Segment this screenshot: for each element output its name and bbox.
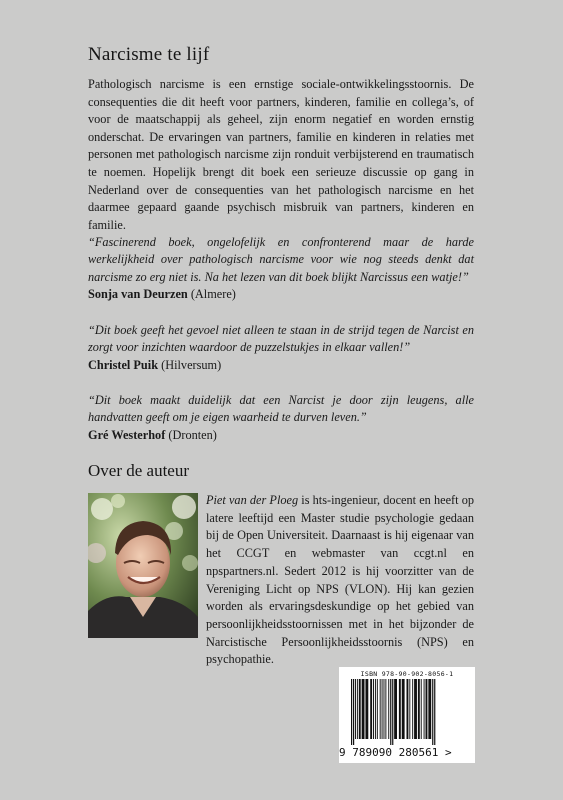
isbn-label: ISBN 978-90-902-8056-1	[360, 670, 454, 678]
isbn-barcode	[339, 667, 475, 763]
review-quote-3	[88, 392, 474, 444]
review-quote-2	[88, 322, 474, 374]
author-photo-image	[88, 493, 198, 638]
quote-place: (Dronten)	[168, 427, 217, 442]
author-name: Piet van der Ploeg	[206, 493, 299, 507]
author-photo	[88, 493, 198, 638]
barcode-digits: 9 789090 280561 >	[339, 746, 452, 759]
quote-text: “Dit boek geeft het gevoel niet alleen te staan in de strijd tegen de Narcist en zorgt voor inzichten waardoor de puzzelstukjes in elkaar vallen!”	[88, 323, 474, 355]
quote-attribution	[88, 427, 474, 444]
quote-author: Sonja van Deurzen	[88, 287, 188, 302]
intro-paragraph: Pathologisch narcisme is een ernstige sociale-ontwikkelingsstoornis. De consequenties die dit heeft voor partners, kinderen, familie en collega’s, of voor de maatschappij als geheel, zijn enorm negatief en worden ernstig onderschat. De ervaringen van partners, familie en kinderen in relaties met personen met pathologisch narcisme zijn ronduit verbijsterend en traumatisch te noemen. Hopelijk brengt dit boek een serieuze discussie op gang in Nederland over de consequenties van het pathologisch narcisme en het daarmee gepaard gaande psychisch misbruik van partners, kinderen en familie.	[88, 77, 474, 232]
quote-place: (Hilversum)	[161, 357, 222, 372]
quote-author: Gré Westerhof	[88, 427, 166, 442]
quote-attribution	[88, 357, 474, 374]
review-quote-1	[88, 234, 474, 304]
quote-author: Christel Puik	[88, 357, 159, 372]
quote-place: (Almere)	[190, 287, 236, 302]
author-bio	[206, 492, 474, 669]
quote-text: “Fascinerend boek, ongelofelijk en confronterend maar de harde werkelijkheid over pathologisch narcisme voor wie nog steeds denkt dat narcisme zo erg niet is. Na het lezen van dit boek blijkt Narcissus een watje!”	[88, 235, 474, 284]
author-bio-text: is hts-ingenieur, docent en heeft op latere leeftijd een Master studie psychologie gedaan bij de Open Universiteit. Daarnaast is hij eigenaar van het CCGT en webmaster van ccgt.nl en npspartners.nl. Sedert 2012 is hij voorzitter van de Vereniging Licht op NPS (VLON). Hij kan gezien worden als ervaringsdeskundige op het gebied van persoonlijkheidsstoornissen met in het bijzonder de Narcistische Persoonlijkheidsstoornis (NPS) en psychopathie.	[206, 493, 475, 667]
about-author-heading: Over de auteur	[88, 461, 190, 480]
quote-attribution	[88, 286, 474, 303]
quote-text: “Dit boek maakt duidelijk dat een Narcist je door zijn leugens, alle handvatten geeft om je eigen waarheid te durven leven.”	[88, 393, 474, 425]
page-title: Narcisme te lijf	[88, 44, 210, 65]
barcode-bars	[347, 679, 467, 745]
